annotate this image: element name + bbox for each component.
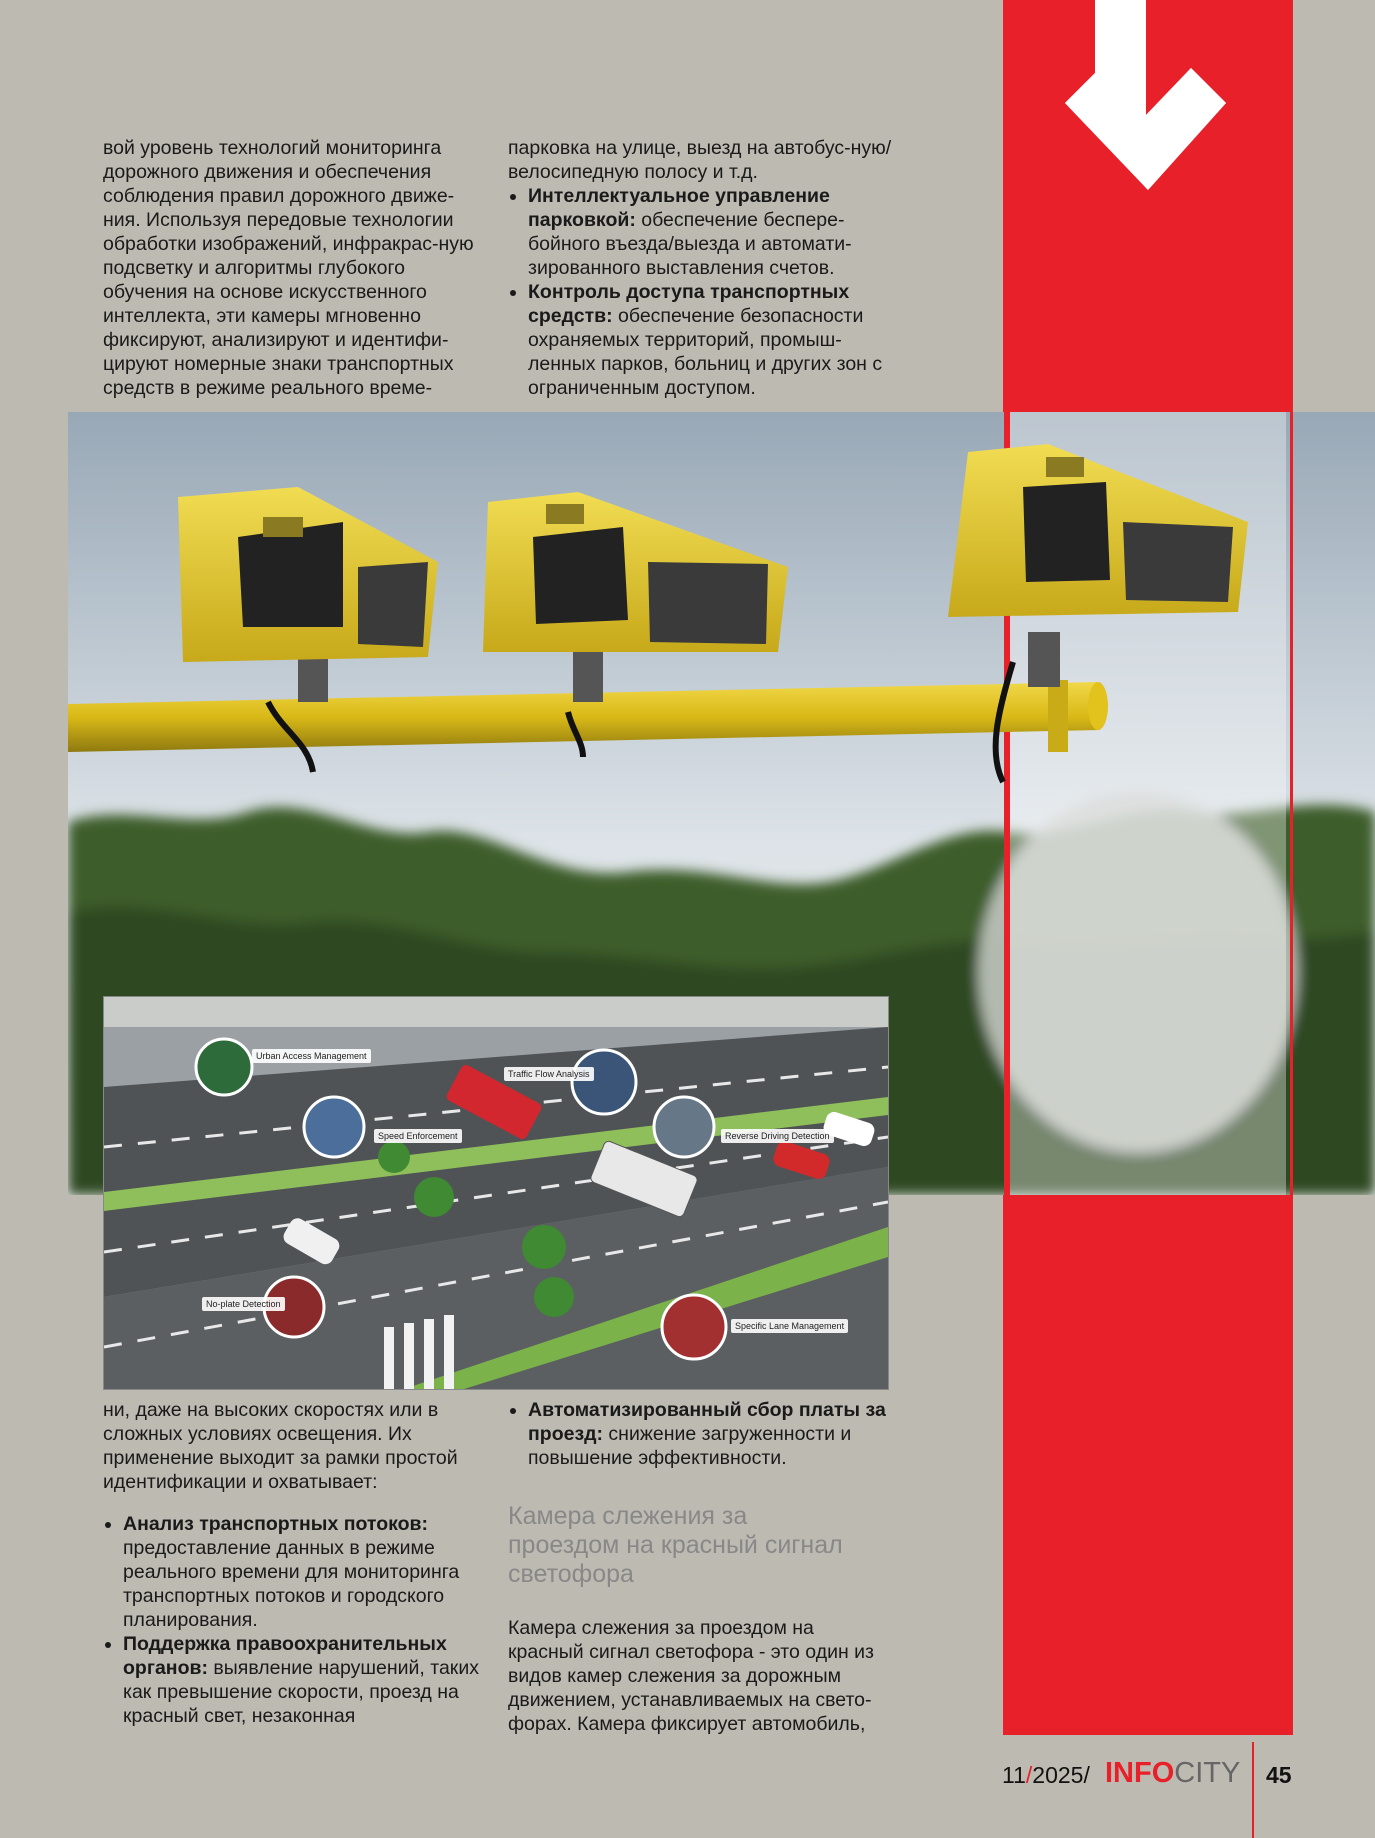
logo-city: CITY: [1174, 1757, 1241, 1789]
column-1-top: [103, 136, 488, 400]
list-item-title: Анализ транспортных потоков:: [123, 1513, 429, 1535]
bullet-list: [103, 1512, 488, 1728]
list-item-title: Контроль доступа транспортных средств:: [528, 281, 850, 327]
body-text: Камера слежения за проездом на красный сигнал светофора - это один из видов камер слежения за дорожным движением, устанавливаемых на свето-форах. Камера фиксирует автомобиль,: [508, 1617, 874, 1735]
body-text: ни, даже на высоких скоростях или в сложных условиях освещения. Их применение выходит за рамки простой идентификации и охватывает:: [103, 1399, 458, 1493]
date-separator: /: [1025, 1762, 1033, 1788]
list-item-title: Поддержка правоохранительных органов:: [123, 1633, 447, 1679]
list-item-text: обеспечение беспере-бойного въезда/выезда и автомати-зированного выставления счетов.: [528, 209, 852, 279]
section-heading: Камера слежения за проездом на красный сигнал светофора: [508, 1502, 843, 1588]
column-2-bottom: [508, 1398, 893, 1470]
list-item: [123, 1512, 488, 1632]
label-no-plate: No-plate Detection: [202, 1297, 285, 1311]
red-side-band-top: [1003, 0, 1293, 412]
list-item: [123, 1632, 488, 1728]
body-text: парковка на улице, выезд на автобус-ную/велосипедную полосу и т.д.: [508, 137, 892, 183]
list-item-text: обеспечение безопасности охраняемых территорий, промыш-ленных парков, больниц и других зон с ограниченным доступом.: [528, 305, 883, 399]
issue-date: [1002, 1762, 1090, 1789]
issue-year: 2025/: [1032, 1762, 1090, 1788]
red-side-band-bottom: [1003, 1195, 1293, 1735]
label-specific-lane: Specific Lane Management: [731, 1319, 848, 1333]
issue-number: 11: [1002, 1762, 1026, 1788]
list-item-title: Автоматизированный сбор платы за проезд:: [528, 1399, 886, 1445]
body-text: вой уровень технологий мониторинга дорожного движения и обеспечения соблюдения правил дорожного движе-ния. Используя передовые технологии обработки изображений, инфракрас-ную подсветку и алгоритмы глубокого обучения на основе искусственного интеллекта, эти камеры мгновенно фиксируют, анализируют и идентифи-цируют номерные знаки транспортных средств в режиме реального време-: [103, 137, 474, 399]
label-urban-access: Urban Access Management: [252, 1049, 371, 1063]
list-item: [528, 1398, 893, 1470]
list-item: [528, 184, 893, 280]
smart-traffic-diagram: [103, 996, 889, 1390]
bullet-list: [508, 184, 893, 400]
logo-info: INFO: [1105, 1757, 1175, 1789]
list-item-title: Интеллектуальное управление парковкой:: [528, 185, 830, 231]
bullet-list: [508, 1398, 893, 1470]
label-traffic-flow: Traffic Flow Analysis: [504, 1067, 594, 1081]
column-1-bottom: [103, 1398, 488, 1728]
infocity-logo: [1105, 1757, 1240, 1790]
down-arrow-icon: [1003, 0, 1293, 412]
label-reverse-driving: Reverse Driving Detection: [721, 1129, 834, 1143]
list-item-text: снижение загруженности и повышение эффективности.: [528, 1423, 852, 1469]
column-2-top: [508, 136, 893, 400]
page-number: 45: [1266, 1762, 1292, 1788]
list-item-text: выявление нарушений, таких как превышение скорости, проезд на красный свет, незаконная: [123, 1657, 479, 1727]
list-item: [528, 280, 893, 400]
list-item-text: предоставление данных в режиме реального времени для мониторинга транспортных потоков и городского планирования.: [123, 1537, 460, 1631]
column-2-paragraph: [508, 1616, 893, 1736]
label-speed-enforcement: Speed Enforcement: [374, 1129, 462, 1143]
footer-divider: [1252, 1742, 1254, 1838]
